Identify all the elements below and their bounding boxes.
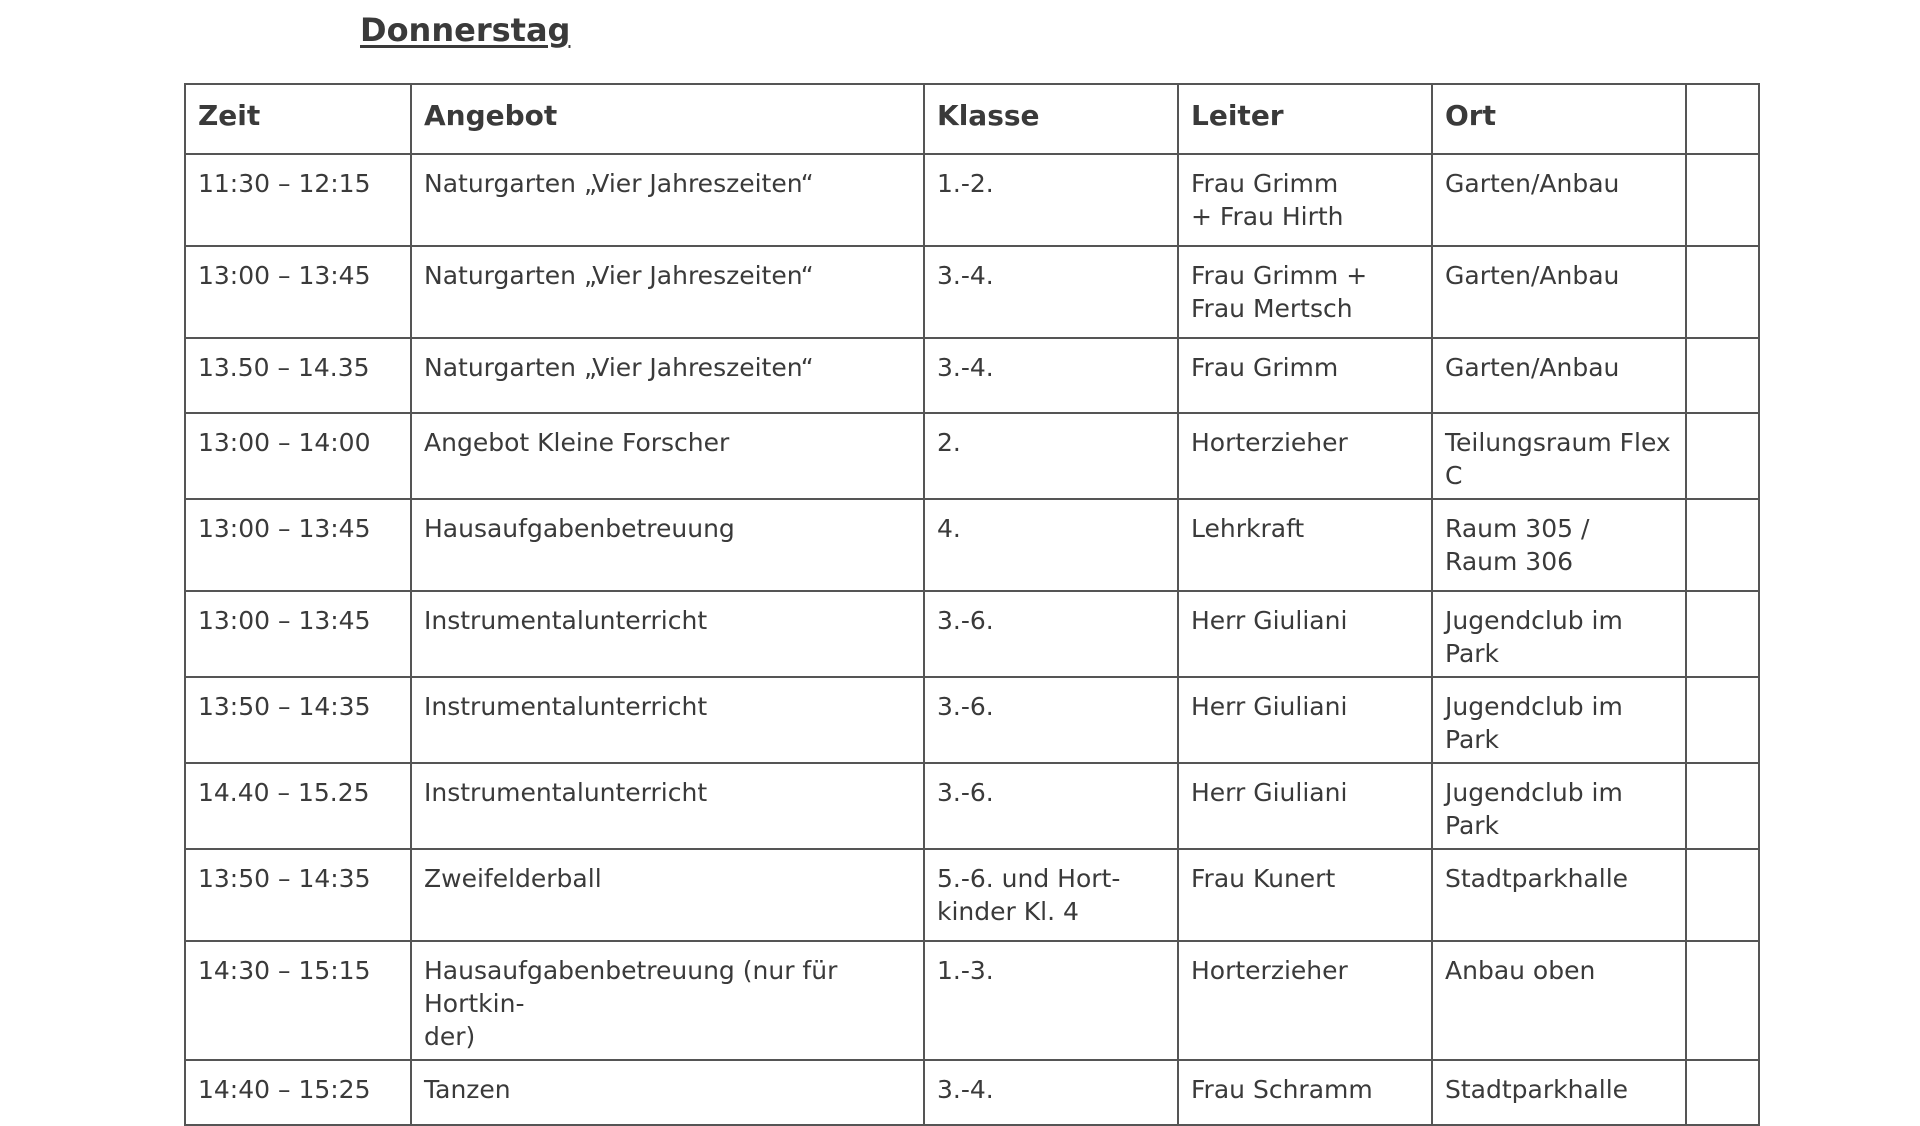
cell-klasse: 1.-2. [924,154,1178,246]
cell-leiter: Horterzieher [1178,413,1432,499]
cell-extra [1686,763,1759,849]
cell-zeit: 11:30 – 12:15 [185,154,411,246]
table-row [185,941,1759,1060]
table-row [185,1060,1759,1125]
cell-zeit: 14:30 – 15:15 [185,941,411,1060]
cell-klasse: 3.-6. [924,763,1178,849]
cell-leiter: Frau Grimm + Frau Hirth [1178,154,1432,246]
cell-extra [1686,338,1759,413]
cell-ort: Teilungsraum Flex C [1432,413,1686,499]
cell-angebot: Instrumentalunterricht [411,677,924,763]
table-header-row [185,84,1759,154]
cell-leiter: Frau Kunert [1178,849,1432,941]
cell-klasse: 4. [924,499,1178,591]
cell-zeit: 13.50 – 14.35 [185,338,411,413]
cell-leiter: Frau Grimm + Frau Mertsch [1178,246,1432,338]
table-row [185,338,1759,413]
schedule-table [184,83,1760,1126]
cell-angebot: Hausaufgabenbetreuung [411,499,924,591]
cell-extra [1686,499,1759,591]
cell-klasse: 5.-6. und Hort- kinder Kl. 4 [924,849,1178,941]
cell-angebot: Instrumentalunterricht [411,763,924,849]
cell-angebot: Tanzen [411,1060,924,1125]
cell-ort: Anbau oben [1432,941,1686,1060]
table-row [185,499,1759,591]
header-angebot: Angebot [411,84,924,154]
cell-leiter: Lehrkraft [1178,499,1432,591]
table-row [185,246,1759,338]
table-row [185,591,1759,677]
cell-angebot: Hausaufgabenbetreuung (nur für Hortkin- der) [411,941,924,1060]
cell-leiter: Horterzieher [1178,941,1432,1060]
cell-ort: Garten/Anbau [1432,246,1686,338]
cell-zeit: 14.40 – 15.25 [185,763,411,849]
cell-angebot: Naturgarten „Vier Jahreszeiten“ [411,338,924,413]
cell-zeit: 13:00 – 13:45 [185,246,411,338]
cell-klasse: 2. [924,413,1178,499]
cell-leiter: Herr Giuliani [1178,591,1432,677]
cell-leiter: Herr Giuliani [1178,763,1432,849]
cell-angebot: Naturgarten „Vier Jahreszeiten“ [411,154,924,246]
table-row [185,677,1759,763]
page-title: Donnerstag [360,11,571,49]
cell-zeit: 13:00 – 13:45 [185,499,411,591]
cell-klasse: 3.-6. [924,677,1178,763]
cell-extra [1686,941,1759,1060]
table-row [185,413,1759,499]
cell-ort: Jugendclub im Park [1432,763,1686,849]
cell-extra [1686,1060,1759,1125]
cell-angebot: Naturgarten „Vier Jahreszeiten“ [411,246,924,338]
cell-angebot: Instrumentalunterricht [411,591,924,677]
cell-extra [1686,413,1759,499]
cell-zeit: 13:00 – 14:00 [185,413,411,499]
cell-klasse: 3.-4. [924,338,1178,413]
cell-extra [1686,849,1759,941]
cell-extra [1686,591,1759,677]
cell-zeit: 14:40 – 15:25 [185,1060,411,1125]
cell-klasse: 1.-3. [924,941,1178,1060]
cell-extra [1686,677,1759,763]
cell-klasse: 3.-4. [924,1060,1178,1125]
cell-ort: Garten/Anbau [1432,154,1686,246]
cell-leiter: Frau Grimm [1178,338,1432,413]
cell-klasse: 3.-4. [924,246,1178,338]
table-row [185,154,1759,246]
cell-klasse: 3.-6. [924,591,1178,677]
cell-extra [1686,246,1759,338]
table-row [185,849,1759,941]
cell-zeit: 13:50 – 14:35 [185,677,411,763]
cell-angebot: Zweifelderball [411,849,924,941]
cell-ort: Stadtparkhalle [1432,849,1686,941]
cell-leiter: Herr Giuliani [1178,677,1432,763]
cell-zeit: 13:50 – 14:35 [185,849,411,941]
cell-extra [1686,154,1759,246]
cell-ort: Jugendclub im Park [1432,591,1686,677]
cell-angebot: Angebot Kleine Forscher [411,413,924,499]
cell-ort: Stadtparkhalle [1432,1060,1686,1125]
table-row [185,763,1759,849]
header-ort: Ort [1432,84,1686,154]
cell-leiter: Frau Schramm [1178,1060,1432,1125]
header-leiter: Leiter [1178,84,1432,154]
header-zeit: Zeit [185,84,411,154]
cell-ort: Raum 305 / Raum 306 [1432,499,1686,591]
header-klasse: Klasse [924,84,1178,154]
cell-ort: Garten/Anbau [1432,338,1686,413]
header-extra [1686,84,1759,154]
cell-ort: Jugendclub im Park [1432,677,1686,763]
cell-zeit: 13:00 – 13:45 [185,591,411,677]
